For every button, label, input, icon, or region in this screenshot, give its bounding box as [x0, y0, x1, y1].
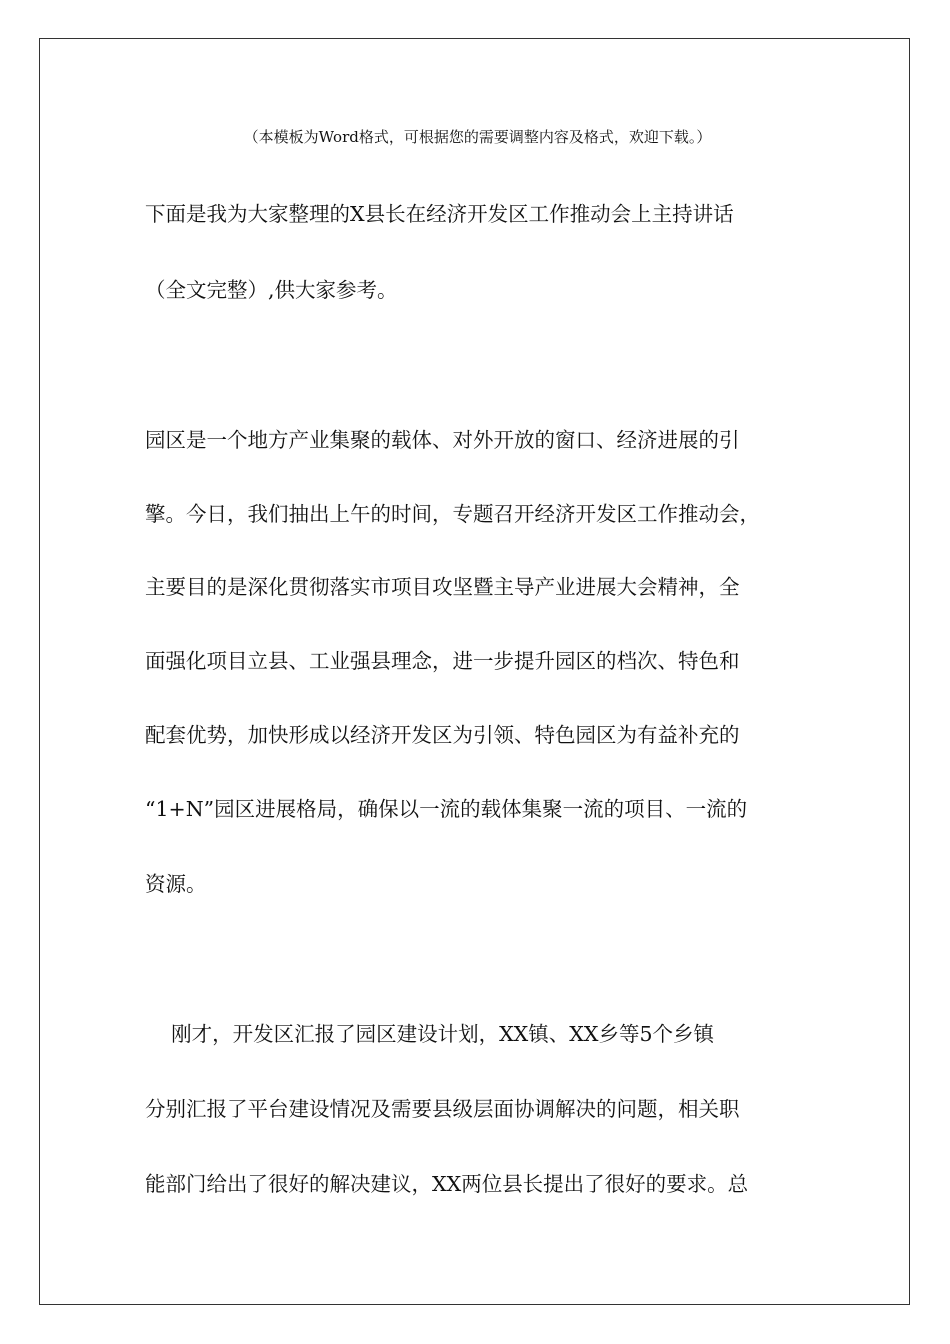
- para2-line-2: 分别汇报了平台建设情况及需要县级层面协调解决的问题，相关职: [145, 1097, 740, 1121]
- para2-line-3: 能部门给出了很好的解决建议，XX两位县长提出了很好的要求。总: [145, 1172, 749, 1196]
- para2-line-1: 刚才，开发区汇报了园区建设计划，XX镇、XX乡等5个乡镇: [145, 1022, 714, 1046]
- para1-line-3: 主要目的是深化贯彻落实市项目攻坚暨主导产业进展大会精神，全: [145, 575, 740, 599]
- para1-line-1: 园区是一个地方产业集聚的载体、对外开放的窗口、经济进展的引: [145, 428, 740, 452]
- para1-line-4: 面强化项目立县、工业强县理念，进一步提升园区的档次、特色和: [145, 649, 740, 673]
- para1-line-2: 擎。今日，我们抽出上午的时间，专题召开经济开发区工作推动会，: [145, 502, 760, 526]
- intro-line-1: 下面是我为大家整理的X县长在经济开发区工作推动会上主持讲话: [145, 202, 734, 226]
- para1-line-5: 配套优势，加快形成以经济开发区为引领、特色园区为有益补充的: [145, 723, 740, 747]
- template-note: （本模板为Word格式，可根据您的需要调整内容及格式，欢迎下载。）: [243, 128, 712, 146]
- para1-line-7: 资源。: [145, 872, 207, 896]
- intro-line-2: （全文完整）,供大家参考。: [145, 278, 398, 302]
- para1-line-6: “1+N”园区进展格局，确保以一流的载体集聚一流的项目、一流的: [145, 797, 748, 821]
